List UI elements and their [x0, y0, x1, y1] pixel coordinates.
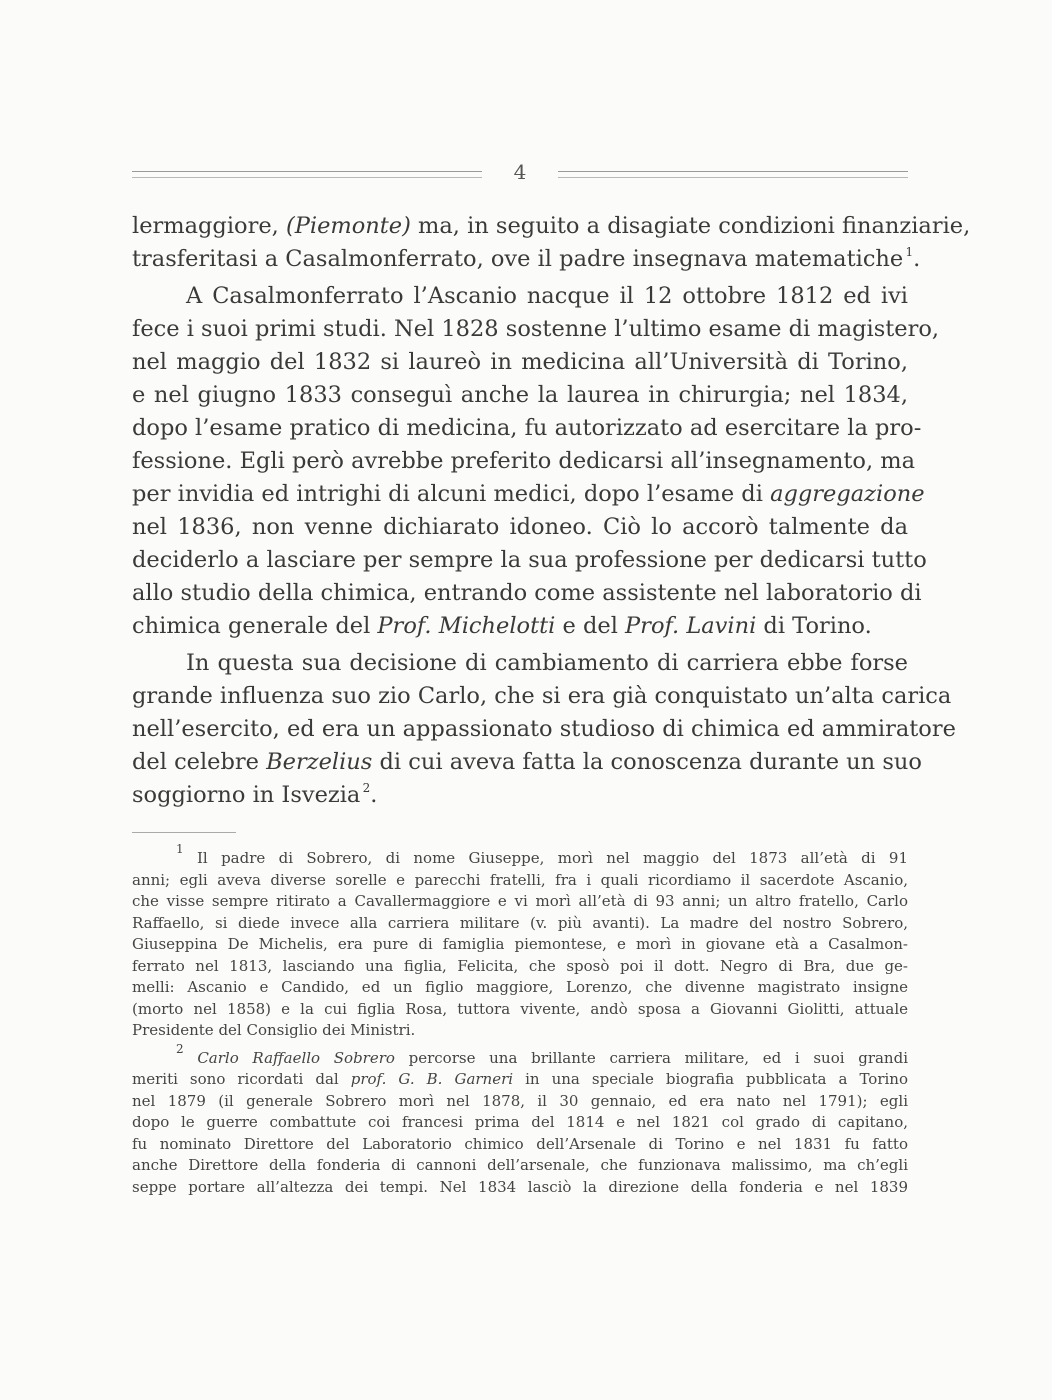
footnote-separator [132, 832, 236, 833]
text-line: fu nominato Direttore del Laboratorio chimico dell’Arsenale di Torino e nel 1831 fu fatto [132, 1134, 908, 1153]
text-line: che visse sempre ritirato a Cavallermaggiore e vi morì all’età di 93 anni; un altro fratello, Carlo [132, 892, 908, 910]
main-text [132, 210, 971, 816]
text-line: In questa sua decisione di cambiamento di carriera ebbe forse [186, 650, 908, 676]
text-line: fece i suoi primi studi. Nel 1828 sostenne l’ultimo esame di magistero, [132, 316, 940, 342]
text-line: del celebre Berzelius di cui aveva fatta la conoscenza durante un suo [132, 749, 922, 775]
paragraph-1 [132, 210, 971, 276]
page-number: 4 [513, 160, 527, 184]
text-line: nel 1879 (il generale Sobrero morì nel 1878, il 30 gennaio, ed era nato nel 1791); egli [132, 1091, 908, 1110]
text-line: Presidente del Consiglio dei Ministri. [132, 1021, 416, 1039]
text-line: (morto nel 1858) e la cui figlia Rosa, tuttora vivente, andò sposa a Giovanni Giolitti, attuale [132, 999, 908, 1018]
text-line: seppe portare all’altezza dei tempi. Nel 1834 lasciò la direzione della fonderia e nel 1839 [132, 1177, 908, 1196]
text-line: lermaggiore, (Piemonte) ma, in seguito a disagiate condizioni finanziarie, [132, 213, 971, 239]
footnote-marker: 1 [176, 842, 184, 856]
footnote-1 [132, 842, 908, 1042]
header-rule-right [558, 171, 908, 178]
text-line: $^2$ Carlo Raffaello Sobrero percorse una brillante carriera militare, ed i suoi grandi [176, 1041, 908, 1067]
text-line: Raffaello, si diede invece alla carriera militare (v. più avanti). La madre del nostro Sobrero, [132, 913, 908, 932]
text-line: allo studio della chimica, entrando come assistente nel laboratorio di [132, 580, 922, 606]
person-name: prof. G. B. Garneri [350, 1070, 514, 1088]
footnote-2 [132, 1041, 908, 1199]
text-line: anni; egli aveva diverse sorelle e parecchi fratelli, fra i quali ricordiamo il sacerdote Ascanio, [132, 870, 908, 889]
text-line: nel 1836, non venne dichiarato idoneo. Ciò lo accorò talmente da [132, 514, 908, 540]
person-name: Prof. Lavini [625, 613, 757, 639]
text-line: e nel giugno 1833 conseguì anche la laurea in chirurgia; nel 1834, [132, 382, 908, 408]
text-line: A Casalmonferrato l’Ascanio nacque il 12 ottobre 1812 ed ivi [186, 283, 908, 309]
text-line: ferrato nel 1813, lasciando una figlia, Felicita, che sposò poi il dott. Negro di Bra, due ge- [132, 956, 908, 975]
text-line: deciderlo a lasciare per sempre la sua professione per dedicarsi tutto [132, 547, 927, 573]
text-line: dopo le guerre combattute coi francesi prima del 1814 e nel 1821 col grado di capitano, [132, 1113, 908, 1131]
person-name: Carlo Raffaello Sobrero [197, 1048, 395, 1067]
footnotes [132, 842, 908, 1204]
text-line: dopo l’esame pratico di medicina, fu autorizzato ad esercitare la pro- [132, 415, 922, 441]
text-line: melli: Ascanio e Candido, ed un figlio maggiore, Lorenzo, che divenne magistrato insigne [132, 978, 908, 996]
text-line: anche Direttore della fonderia di cannoni dell’arsenale, che funzionava malissimo, ma ch’egli [132, 1156, 908, 1174]
footnote-ref-1[interactable]: 1 [905, 245, 914, 259]
text-line: nell’esercito, ed era un appassionato studioso di chimica ed ammiratore [132, 716, 956, 742]
text-line: meriti sono ricordati dal prof. G. B. Garneri in una speciale biografia pubblicata a Torino [132, 1070, 908, 1088]
place-name: (Piemonte) [285, 213, 411, 239]
term-aggregazione: aggregazione [770, 481, 925, 507]
text-line: fessione. Egli però avrebbe preferito dedicarsi all’insegnamento, ma [132, 448, 915, 474]
paragraph-3 [132, 647, 956, 812]
text-line: Giuseppina De Michelis, era pure di famiglia piemontese, e morì in giovane età a Casalmon- [132, 935, 908, 953]
text-line: $^1$ Il padre di Sobrero, di nome Giuseppe, morì nel maggio del 1873 all’età di 91 [176, 842, 908, 867]
person-name: Berzelius [266, 749, 373, 775]
page-header [132, 160, 908, 190]
paragraph-2 [132, 280, 940, 643]
text-line: grande influenza suo zio Carlo, che si era già conquistato un’alta carica [132, 683, 952, 709]
footnote-ref-2[interactable]: 2 [362, 781, 371, 795]
text-line: chimica generale del Prof. Michelotti e del Prof. Lavini di Torino. [132, 613, 872, 639]
footnote-marker: 2 [176, 1041, 184, 1056]
text-line: nel maggio del 1832 si laureò in medicina all’Università di Torino, [132, 349, 908, 375]
person-name: Prof. Michelotti [377, 613, 556, 639]
text-line: per invidia ed intrighi di alcuni medici, dopo l’esame di aggregazione [132, 481, 925, 507]
text-line: soggiorno in Isvezia $^2$. [132, 781, 378, 808]
text-line: trasferitasi a Casalmonferrato, ove il padre insegnava matematiche $^1$. [132, 245, 921, 272]
